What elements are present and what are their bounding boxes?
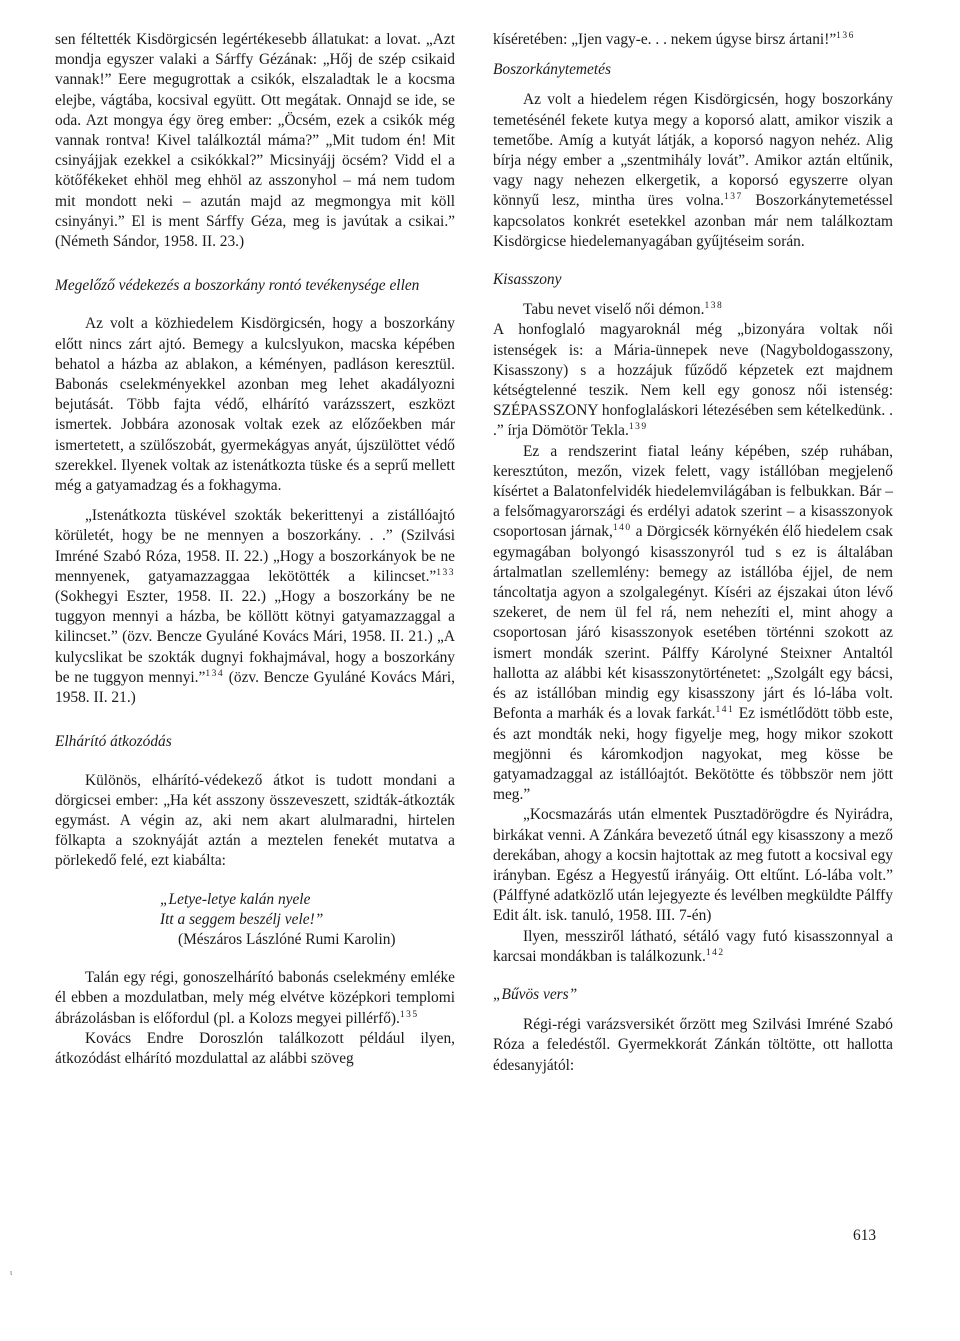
paragraph: Kovács Endre Doroszlón találkozott például ilyen, átkozódást elhárító mozdulattal az alábbi szöveg — [55, 1029, 455, 1067]
footnote-ref: 137 — [723, 192, 743, 203]
verse-block — [55, 890, 455, 951]
margin-mark: ι — [10, 1268, 13, 1277]
footnote-ref: 135 — [399, 1009, 419, 1020]
paragraph-text: a Dörgicsék környékén élő hiedelem csak egymagában bolyongó kisasszonyról tud s ez is általában ártalmatlan szellemlény: bemegy az istállóba éjjel, de nem táncoltatja agyon a szolgalegényt. Kíséri az éjszakai úton lévő szekeret, de nem ül fel rá, nem nehezíti el, mint ahogy a csoportosan járó kisasszonyok esetében történni szokott az ismert mondák szerint. Pálffy Károlyné Steixner Antaltól hallotta az alábbi két kisasszonytörténetet: „Szolgált egy bácsi, és az istállóban mindig egy kisasszony járt és ló-lába volt. Befonta a marhák és a lovak farkát. — [493, 523, 893, 723]
section-heading: Kisasszony — [493, 271, 562, 289]
footnote-ref: 142 — [705, 947, 725, 958]
paragraph-text: Ilyen, messziről látható, sétáló vagy futó kisasszonnyal a karcsai mondákban is találkozunk. — [493, 927, 893, 965]
footnote-ref: 136 — [836, 31, 855, 41]
paragraph — [493, 30, 893, 50]
verse-line: Itt a seggem beszélj vele!” — [160, 910, 324, 928]
paragraph-text: Az volt a hiedelem régen Kisdörgicsén, hogy boszorkány temetésénél fekete kutya megy a koporsó alatt, amikor viszik a temetőbe. Amíg a kutyát látják, a koporsó nagyon nehéz. Alig bírja négy ember a „szentmihály lovát”. Amikor aztán eltűnik, vagy nagy nehezen elkergetik, a koporsó egyszerre olyan könnyű lesz, mintha üres volna. — [493, 91, 893, 210]
footnote-ref: 141 — [715, 705, 735, 716]
footnote-ref: 138 — [704, 301, 724, 312]
paragraph: Régi-régi varázsversikét őrzött meg Szilvási Imréné Szabó Róza a feledéstől. Gyermekkorát Zánkán töltötte, ott hallotta édesanyjától: — [493, 1016, 893, 1074]
footnote-ref: 139 — [628, 422, 648, 433]
footnote-ref: 134 — [205, 668, 225, 679]
paragraph-text: (Sokhegyi Eszter, 1958. II. 22.) „Hogy a boszorkány be ne tuggyon mennyi a házba, be köllött kötnyi gatyamazzaggal a kilincset.” (özv. Bencze Gyuláné Kovács Mári, 1958. II. 21.) „A kulycslikat be szokták dugnyi fokhajmával, hogy a boszorkány be ne tuggyon mennyi.” — [55, 588, 455, 686]
paragraph-text: (özv. Bencze Gyuláné Kovács Mári, 1958. II. 21.) — [55, 668, 455, 707]
paragraph-text: Tabu nevet viselő női démon. — [523, 301, 705, 319]
paragraph: „Kocsmazárás után elmentek Pusztadörögdre és Nyirádra, birkákat venni. A Zánkára bevezető útnál egy kisasszony a mező derekában, ahogy a kocsin hajtottak az meg futott a kocsival egy irányban. Egész a Hegyestű irányáig. Ott eltűnt. Ló-lába volt.” (Pálffyné adatközlő után lejegyezte és levélben megküldte Pálffy Edit ált. isk. tanuló, 1958. III. 7-én) — [493, 806, 893, 925]
right-column — [493, 30, 893, 1076]
paragraph: sen féltették Kisdörgicsén legértékesebb állatukat: a lovat. „Azt mondja egyszer valaki a Sárffy Gézának: „Hőj de szép csikaid vannak!” Eere megugrottak a csikók, elszaladtak le a kocsma elejbe, vágtába, kocsival együtt. Ott megátak. Onnajd se ide, se oda. Azt mongya égy öreg ember: „Öcsém, ezek a csikók még vannak rontva! Kivel találkoztál máma?” „Mit tudom én! Mit csinyájjak ezekkel a csikókkal?” Micsinyájj öcsém? Vidd el a kötőfékeket ehhöl meg ehhöl az asszonyhol – má nem tudom mit mondott neki – azután majd az megmongya mit köll csinyányi.” El is ment Sárffy Géza, meg is javútak a csikai.” (Németh Sándor, 1958. II. 23.) — [55, 31, 455, 251]
verse-line: „Letye-letye kalán nyele — [160, 890, 311, 908]
paragraph-text: „Istenátkozta tüskével szokták bekerittenyi a zistállóajtó körületét, hogy be ne mennyen a boszorkány. . .” (Szilvási Imréné Szabó Róza, 1958. II. 22.) „Hogy a boszorkányok be ne mennyenek, gatyamazzaggaa lekötötték a kilincset.” — [55, 507, 455, 585]
section-heading: Elhárító átkozódás — [55, 733, 172, 751]
footnote-ref: 140 — [612, 523, 632, 534]
footnote-ref: 133 — [436, 567, 455, 578]
paragraph — [493, 90, 893, 252]
paragraph — [55, 968, 455, 1029]
paragraph-text: A honfoglaló magyaroknál még „bizonyára voltak női istenségek is: a Mária-ünnepek neve (Nagyboldogasszony, Kisasszony) s a hozzájuk fűződő képzetek ezt majdnem kétségtelenné teszik. Nem kell egy gonosz női istenség: SZÉPASSZONY honfoglaláskori létezésében sem kételkedünk. . .” írja Dömötör Tekla. — [493, 321, 893, 440]
page-number: 613 — [853, 1227, 877, 1244]
section-heading: Boszorkánytemetés — [493, 61, 611, 79]
paragraph — [493, 320, 893, 441]
paragraph-text: Talán egy régi, gonoszelhárító babonás cselekmény emléke él ebben a mozdulatban, mely még elvétve középkori templomi ábrázolásban is előfordul (pl. a Kolozs megyei pillérfő). — [55, 969, 455, 1027]
section-heading: „Bűvös vers” — [493, 985, 578, 1003]
paragraph-text: Ez ismétlődött több este, és azt mondták neki, hogy figyelje meg, hogy mikor szokott megjönni és káromkodjon nagyokat, meg kösse be gatyamadzaggal az istállóajtót. Bekötötte és többször nem jött meg.” — [493, 705, 893, 804]
left-column — [55, 30, 455, 1069]
verse-source: (Mészáros Lászlóné Rumi Karolin) — [178, 930, 396, 948]
paragraph-text: Boszorkánytemetéssel kapcsolatos konkrét esetekkel azonban már nem találkoztam Kisdörgicse hiedelemanyagában gyűjtéseim során. — [493, 192, 893, 250]
paragraph — [493, 927, 893, 967]
paragraph: Különös, elhárító-védekező átkot is tudott mondani a dörgicsei ember: „Ha két asszony összeveszett, szidták-átkozták egymást. A végin az, aki nem akart alulmaradni, hirtelen fölkapta a szoknyáját aztán a meztelen fenekét mutatva a pörlekedő felé, ezt kiabálta: — [55, 771, 455, 870]
paragraph: Az volt a közhiedelem Kisdörgicsén, hogy a boszorkány előtt nincs zárt ajtó. Bemegy a kulcslyukon, macska képében behatol a házba az ablakon, a kéményen, padláson keresztül. Babonás cselekményekkel azonban meg lehet akadályozni bejutását. Több fajta védő, elhárító varázsszert, eszközt ismertek. Jobbára azonosak voltak ezek az előzőekben már ismertetett, a szülőszobát, gyermekágyas anyát, újszülöttet védő szerekkel. Ilyenek voltak az istenátkozta tüske és a seprű mellett még a gatyamadzag és a fokhagyma. — [55, 315, 455, 495]
section-heading: Megelőző védekezés a boszorkány rontó tevékenysége ellen — [55, 277, 420, 295]
paragraph-text: Ez a rendszerint fiatal leány képében, szép ruhában, keresztúton, mezőn, vizek felett, vagy istállóban megjelenő kísértet a Balatonfelvidék hiedelemvilágában is felbukkan. Bár – a felsőmagyarországi és erdélyi adatok szerint – a kisasszonyok csoportosan járnak, — [493, 442, 893, 541]
paragraph-text: kíséretében: „Ijen vagy-e. . . nekem úgyse birsz ártani!” — [493, 31, 837, 48]
paragraph — [493, 300, 893, 320]
paragraph — [493, 442, 893, 806]
paragraph — [55, 506, 455, 708]
